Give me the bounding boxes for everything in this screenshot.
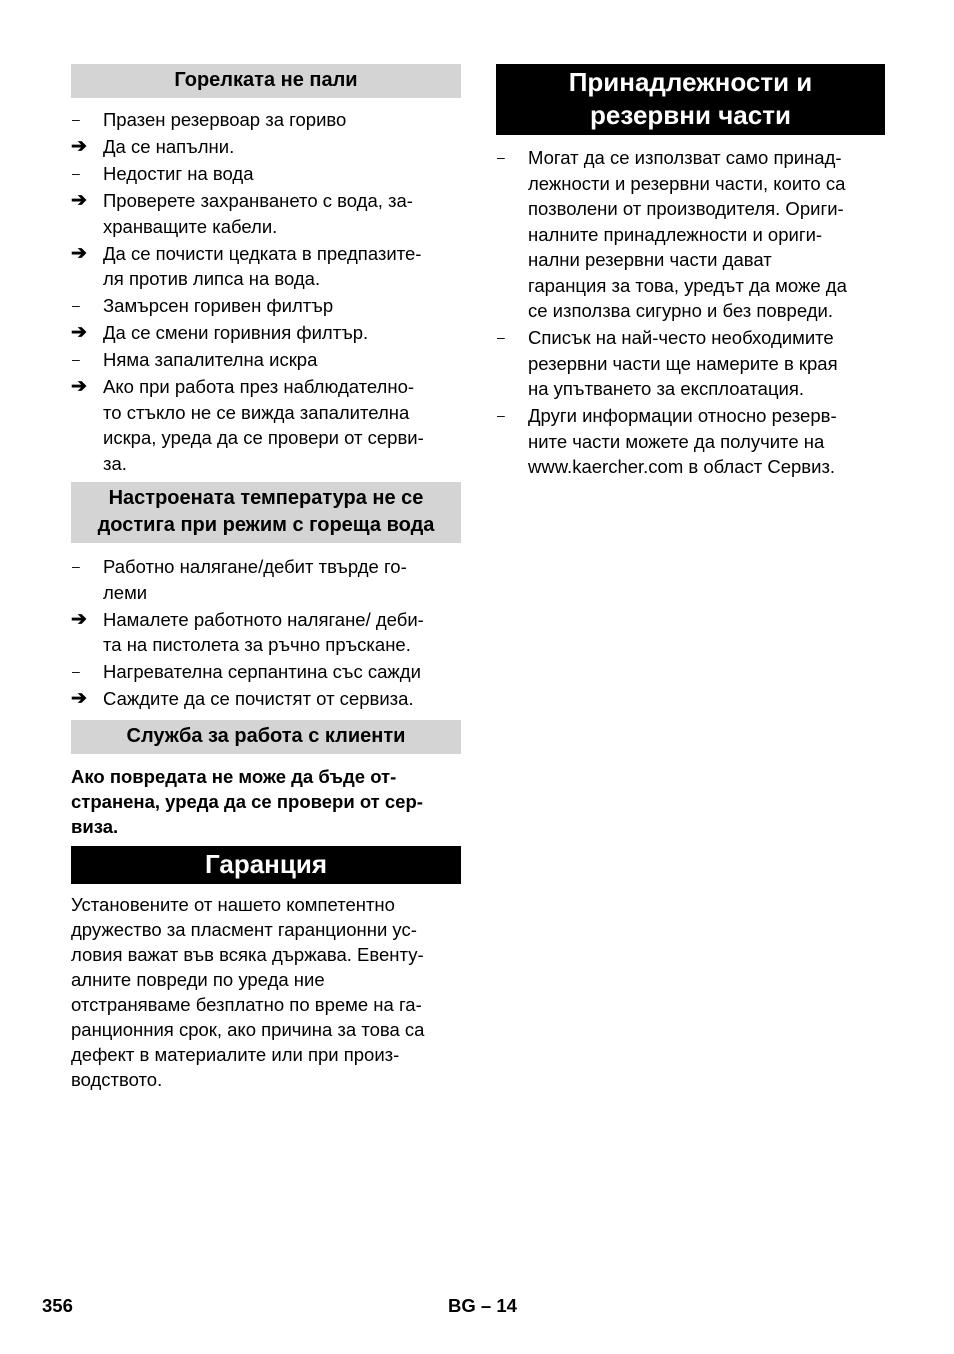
cause-item bbox=[71, 107, 461, 133]
cause-item bbox=[71, 347, 461, 373]
heading-customer-service: Служба за работа с клиенти bbox=[71, 720, 461, 754]
remedy-item bbox=[71, 134, 461, 160]
arrow-right-icon: ➔ bbox=[71, 136, 87, 157]
cause-item bbox=[71, 659, 461, 685]
heading-line: Настроената температура не се bbox=[108, 487, 424, 509]
item-text-line: Саждите да се почистят от сервиза. bbox=[103, 688, 414, 709]
dash-bullet-icon: – bbox=[72, 558, 80, 574]
cause-item bbox=[496, 145, 885, 324]
dash-bullet-icon: – bbox=[72, 663, 80, 679]
cause-item bbox=[496, 403, 885, 480]
dash-bullet-icon: – bbox=[497, 407, 505, 423]
item-text-line: Празен резервоар за гориво bbox=[103, 109, 347, 130]
item-text-line: нални резервни части дават bbox=[528, 249, 772, 270]
item-text-line: Могат да се използват само принад- bbox=[528, 147, 842, 168]
heading-burner-not-igniting: Горелката не пали bbox=[71, 64, 461, 98]
item-text-line: www.kaercher.com в област Сервиз. bbox=[528, 456, 836, 477]
item-text-line: леми bbox=[103, 581, 148, 603]
item-text-line: лежности и резервни части, които са bbox=[528, 172, 846, 194]
burner-troubleshooting-list bbox=[71, 107, 461, 476]
item-text-line: ните части можете да получите на bbox=[528, 430, 825, 452]
item-text-line: та на пистолета за ръчно пръскане. bbox=[103, 634, 411, 655]
arrow-right-icon: ➔ bbox=[71, 190, 87, 211]
heading-accessories-spare-parts bbox=[496, 64, 885, 135]
arrow-right-icon: ➔ bbox=[71, 608, 87, 630]
cause-item bbox=[496, 325, 885, 402]
item-text-line: Други информации относно резерв- bbox=[528, 405, 837, 426]
remedy-item bbox=[71, 607, 461, 658]
customer-service-text: Ако повредата не може да бъде от- странена, уреда да се провери от сер- виза. bbox=[71, 765, 423, 837]
dash-bullet-icon: – bbox=[72, 351, 80, 367]
item-text-line: Ако при работа през наблюдателно- bbox=[103, 376, 415, 397]
item-text-line: то стъкло не се вижда запалителна bbox=[103, 401, 410, 423]
item-text-line: Проверете захранването с вода, за- bbox=[103, 190, 413, 211]
accessories-list bbox=[496, 145, 885, 480]
item-text-line: за. bbox=[103, 452, 127, 474]
item-text-line: Недостиг на вода bbox=[103, 163, 254, 184]
arrow-right-icon: ➔ bbox=[71, 688, 87, 709]
arrow-right-icon: ➔ bbox=[71, 242, 87, 264]
warranty-text: Установените от нашето компетентно дружество за пласмент гаранционни ус- ловия важат във всяка държава. Евенту- алните повреди по уреда ние отстраняваме безплатно по време на га- ранционния срок, ако причина за това са дефект в материалите или при произ- водството. bbox=[71, 893, 425, 1090]
section-page-code: BG – 14 bbox=[448, 1295, 517, 1316]
item-text-line: резервни части ще намерите в края bbox=[528, 352, 838, 374]
temperature-troubleshooting-list bbox=[71, 554, 461, 712]
arrow-right-icon: ➔ bbox=[71, 376, 87, 397]
left-column bbox=[71, 64, 461, 1092]
dash-bullet-icon: – bbox=[497, 329, 505, 345]
item-text-line: искра, уреда да се провери от серви- bbox=[103, 427, 424, 448]
remedy-item bbox=[71, 686, 461, 712]
item-text-line: Списък на най-често необходимите bbox=[528, 327, 834, 348]
item-text-line: Работно налягане/дебит твърде го- bbox=[103, 556, 407, 577]
remedy-item bbox=[71, 374, 461, 476]
item-text-line: Да се напълни. bbox=[103, 136, 235, 157]
item-text-line: позволени от производителя. Ориги- bbox=[528, 198, 844, 219]
remedy-item bbox=[71, 241, 461, 292]
remedy-item bbox=[71, 320, 461, 346]
heading-warranty: Гаранция bbox=[71, 846, 461, 884]
item-text-line: Намалете работното налягане/ деби- bbox=[103, 608, 424, 630]
cause-item bbox=[71, 554, 461, 605]
right-column bbox=[496, 64, 885, 481]
item-text-line: ля против липса на вода. bbox=[103, 268, 321, 289]
item-text-line: Да се смени горивния филтър. bbox=[103, 322, 369, 343]
item-text-line: на упътването за експлоатация. bbox=[528, 378, 805, 399]
item-text-line: налните принадлежности и ориги- bbox=[528, 223, 823, 245]
heading-line: достига при режим с гореща вода bbox=[97, 514, 435, 536]
item-text-line: Да се почисти цедката в предпазите- bbox=[103, 242, 422, 264]
heading-line: Принадлежности и bbox=[568, 67, 813, 97]
dash-bullet-icon: – bbox=[72, 111, 80, 127]
heading-line: резервни части bbox=[590, 100, 791, 130]
dash-bullet-icon: – bbox=[497, 149, 505, 165]
heading-temperature-not-reached bbox=[71, 482, 461, 543]
item-text-line: се използва сигурно и без повреди. bbox=[528, 300, 833, 321]
arrow-right-icon: ➔ bbox=[71, 322, 87, 343]
item-text-line: хранващите кабели. bbox=[103, 215, 278, 237]
page-number: 356 bbox=[42, 1295, 73, 1316]
cause-item bbox=[71, 161, 461, 187]
dash-bullet-icon: – bbox=[72, 165, 80, 181]
item-text-line: Замърсен горивен филтър bbox=[103, 295, 334, 316]
item-text-line: гаранция за това, уредът да може да bbox=[528, 274, 847, 296]
remedy-item bbox=[71, 188, 461, 239]
item-text-line: Нагревателна серпантина със сажди bbox=[103, 661, 421, 682]
item-text-line: Няма запалителна искра bbox=[103, 349, 318, 370]
dash-bullet-icon: – bbox=[72, 297, 80, 313]
cause-item bbox=[71, 293, 461, 319]
